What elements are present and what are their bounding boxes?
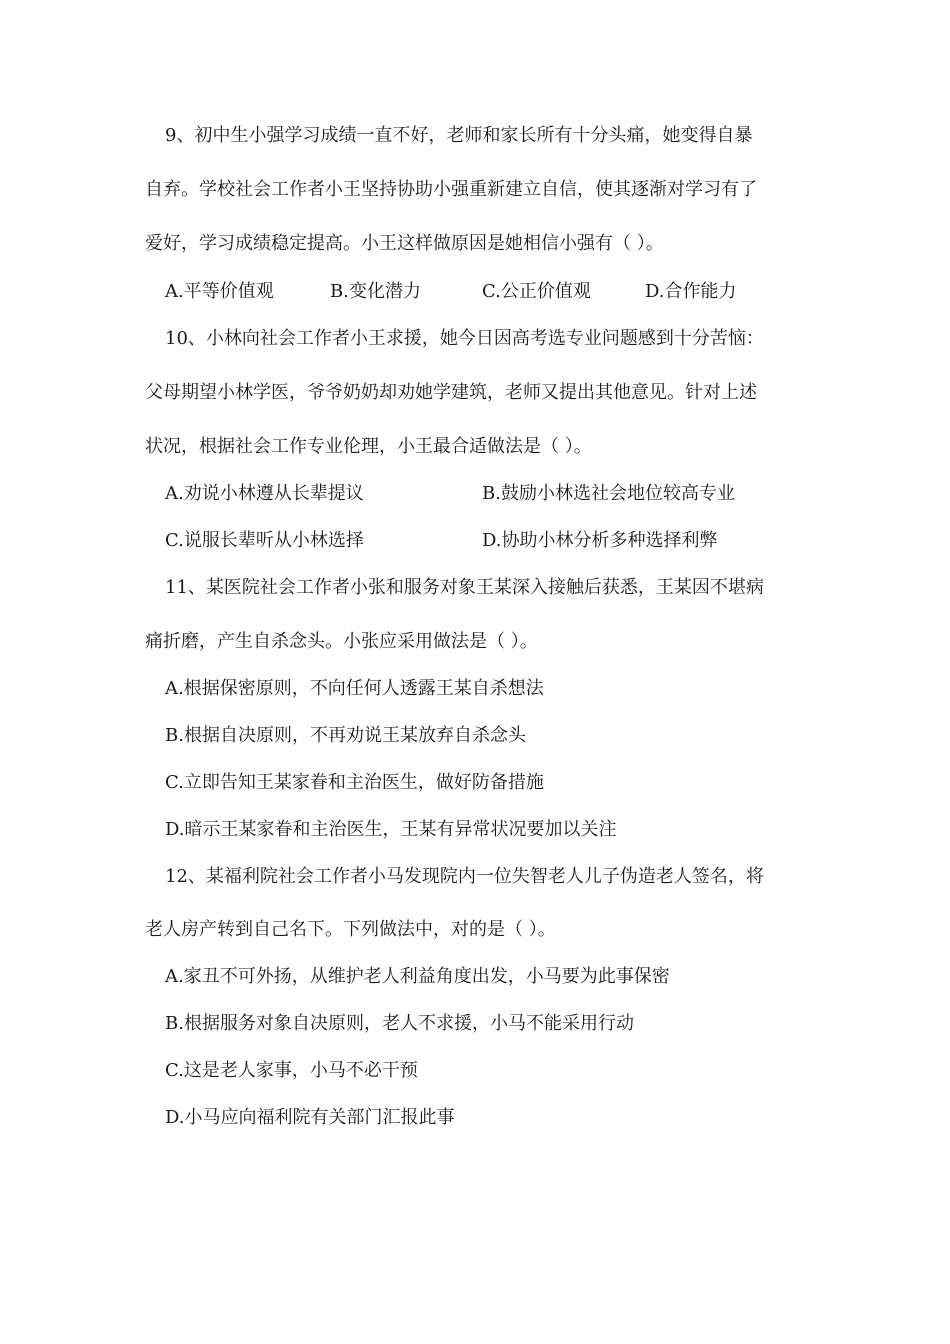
question-10-option-d: D.协助小林分析多种选择利弊 xyxy=(482,530,718,551)
question-10-line-1: 10、小林向社会工作者小王求援，她今日因高考选专业问题感到十分苦恼： xyxy=(165,328,764,349)
question-10-option-b: B.鼓励小林选社会地位较高专业 xyxy=(482,483,735,504)
question-10-line-2: 父母期望小林学医，爷爷奶奶却劝她学建筑，老师又提出其他意见。针对上述 xyxy=(145,382,757,403)
question-11-line-2: 痛折磨，产生自杀念头。小张应采用做法是（ ）。 xyxy=(145,631,538,652)
question-12-option-d: D.小马应向福利院有关部门汇报此事 xyxy=(165,1107,455,1128)
question-12-option-b: B.根据服务对象自决原则，老人不求援，小马不能采用行动 xyxy=(165,1013,634,1034)
question-10-line-3: 状况，根据社会工作专业伦理，小王最合适做法是（ ）。 xyxy=(145,436,592,457)
question-12-line-2: 老人房产转到自己名下。下列做法中，对的是（ ）。 xyxy=(145,919,556,940)
question-12-option-a: A.家丑不可外扬，从维护老人利益角度出发，小马要为此事保密 xyxy=(165,966,670,987)
question-11-option-c: C.立即告知王某家眷和主治医生，做好防备措施 xyxy=(165,772,544,793)
question-9-option-a: A.平等价值观 xyxy=(165,281,274,302)
question-11-option-a: A.根据保密原则，不向任何人透露王某自杀想法 xyxy=(165,678,544,699)
question-12-line-1: 12、某福利院社会工作者小马发现院内一位失智老人儿子伪造老人签名，将 xyxy=(165,866,764,887)
question-11-option-d: D.暗示王某家眷和主治医生，王某有异常状况要加以关注 xyxy=(165,819,617,840)
question-9-line-3: 爱好，学习成绩稳定提高。小王这样做原因是她相信小强有（ ）。 xyxy=(145,233,664,254)
question-9-option-b: B.变化潜力 xyxy=(330,281,421,302)
question-9-option-c: C.公正价值观 xyxy=(482,281,591,302)
question-9-line-1: 9、初中生小强学习成绩一直不好，老师和家长所有十分头痛，她变得自暴 xyxy=(165,125,753,146)
question-11-line-1: 11、某医院社会工作者小张和服务对象王某深入接触后获悉，王某因不堪病 xyxy=(165,577,764,598)
question-12-option-c: C.这是老人家事，小马不必干预 xyxy=(165,1060,418,1081)
question-10-option-c: C.说服长辈听从小林选择 xyxy=(165,530,364,551)
question-10-option-a: A.劝说小林遵从长辈提议 xyxy=(165,483,364,504)
question-9-line-2: 自弃。学校社会工作者小王坚持协助小强重新建立自信，使其逐渐对学习有了 xyxy=(145,179,757,200)
question-11-option-b: B.根据自决原则，不再劝说王某放弃自杀念头 xyxy=(165,725,526,746)
question-9-option-d: D.合作能力 xyxy=(645,281,737,302)
